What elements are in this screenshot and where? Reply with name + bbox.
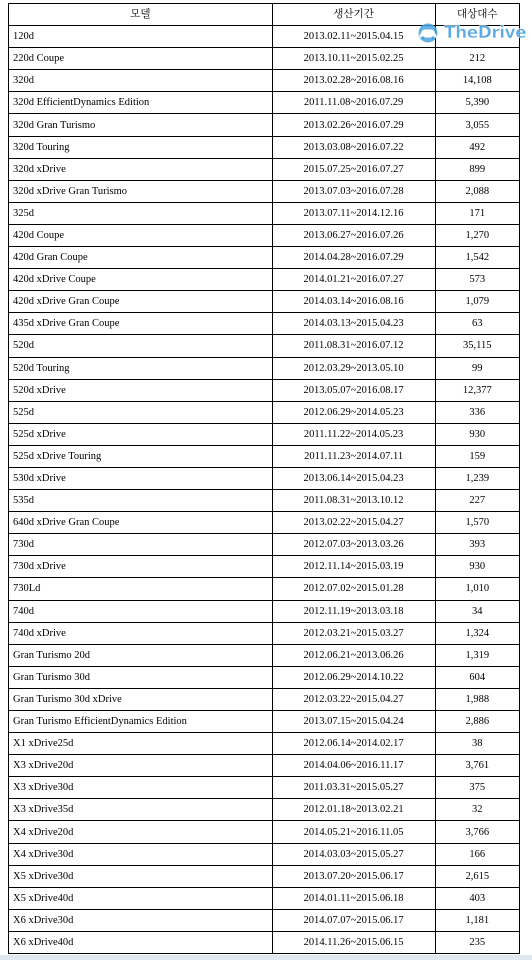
cell-period: 2013.07.03~2016.07.28 (272, 180, 435, 202)
cell-period: 2012.06.29~2014.05.23 (272, 401, 435, 423)
cell-count: 1,324 (435, 622, 520, 644)
cell-model: 120d (9, 26, 273, 48)
cell-model: 520d xDrive (9, 379, 273, 401)
table-row (9, 711, 520, 733)
table-row (9, 909, 520, 931)
cell-period: 2012.06.21~2013.06.26 (272, 644, 435, 666)
table-row (9, 136, 520, 158)
cell-count: 34 (435, 600, 520, 622)
cell-count: 227 (435, 490, 520, 512)
cell-model: 530d xDrive (9, 467, 273, 489)
cell-period: 2014.05.21~2016.11.05 (272, 821, 435, 843)
cell-count: 159 (435, 445, 520, 467)
table-row (9, 600, 520, 622)
table-row (9, 269, 520, 291)
table-row (9, 291, 520, 313)
recall-list-sheet (8, 3, 520, 954)
table-row (9, 865, 520, 887)
table-row (9, 666, 520, 688)
cell-period: 2011.03.31~2015.05.27 (272, 777, 435, 799)
cell-period: 2011.11.23~2014.07.11 (272, 445, 435, 467)
cell-period: 2014.01.21~2016.07.27 (272, 269, 435, 291)
cell-model: 435d xDrive Gran Coupe (9, 313, 273, 335)
cell-period: 2012.11.14~2015.03.19 (272, 556, 435, 578)
cell-period: 2012.03.21~2015.03.27 (272, 622, 435, 644)
cell-count: 1,181 (435, 909, 520, 931)
table-row (9, 644, 520, 666)
cell-model: 320d Gran Turismo (9, 114, 273, 136)
cell-count: 63 (435, 313, 520, 335)
table-row (9, 578, 520, 600)
cell-count: 1,270 (435, 224, 520, 246)
header-count: 대상대수 (435, 4, 520, 26)
cell-period: 2012.11.19~2013.03.18 (272, 600, 435, 622)
cell-model: X5 xDrive40d (9, 887, 273, 909)
cell-model: 520d Touring (9, 357, 273, 379)
cell-period: 2014.03.13~2015.04.23 (272, 313, 435, 335)
cell-period: 2014.03.03~2015.05.27 (272, 843, 435, 865)
cell-model: 640d xDrive Gran Coupe (9, 512, 273, 534)
cell-count: 166 (435, 843, 520, 865)
cell-period: 2013.02.11~2015.04.15 (272, 26, 435, 48)
cell-count: 3,761 (435, 755, 520, 777)
cell-model: X6 xDrive40d (9, 931, 273, 953)
table-body (9, 26, 520, 954)
cell-count: 492 (435, 136, 520, 158)
cell-model: X5 xDrive30d (9, 865, 273, 887)
cell-period: 2013.06.27~2016.07.26 (272, 224, 435, 246)
table-row (9, 379, 520, 401)
cell-model: 740d (9, 600, 273, 622)
cell-count: 3,055 (435, 114, 520, 136)
table-row (9, 534, 520, 556)
table-row (9, 313, 520, 335)
cell-count: 899 (435, 158, 520, 180)
cell-model: 730Ld (9, 578, 273, 600)
table-row (9, 92, 520, 114)
table-row (9, 357, 520, 379)
cell-period: 2012.03.29~2013.05.10 (272, 357, 435, 379)
cell-count: 393 (435, 534, 520, 556)
cell-model: 420d xDrive Coupe (9, 269, 273, 291)
cell-count: 573 (435, 269, 520, 291)
cell-period: 2014.04.06~2016.11.17 (272, 755, 435, 777)
cell-model: 730d xDrive (9, 556, 273, 578)
cell-count: 14,108 (435, 70, 520, 92)
cell-count: 12,377 (435, 379, 520, 401)
table-row (9, 755, 520, 777)
table-row (9, 777, 520, 799)
cell-period: 2013.02.26~2016.07.29 (272, 114, 435, 136)
cell-period: 2014.01.11~2015.06.18 (272, 887, 435, 909)
cell-count: 2,088 (435, 180, 520, 202)
table-row (9, 490, 520, 512)
cell-period: 2013.07.11~2014.12.16 (272, 202, 435, 224)
watermark-text: TheDrive (444, 23, 527, 43)
cell-period: 2014.11.26~2015.06.15 (272, 931, 435, 953)
cell-model: 525d (9, 401, 273, 423)
cell-model: 740d xDrive (9, 622, 273, 644)
cell-count: 32 (435, 799, 520, 821)
cell-period: 2013.10.11~2015.02.25 (272, 48, 435, 70)
cell-period: 2011.11.22~2014.05.23 (272, 423, 435, 445)
cell-model: 320d xDrive (9, 158, 273, 180)
table-row (9, 247, 520, 269)
cell-model: 525d xDrive Touring (9, 445, 273, 467)
cell-model: X6 xDrive30d (9, 909, 273, 931)
cell-count: 604 (435, 666, 520, 688)
table-row (9, 688, 520, 710)
cell-model: 320d (9, 70, 273, 92)
car-icon (413, 23, 443, 43)
cell-period: 2012.06.14~2014.02.17 (272, 733, 435, 755)
table-row (9, 335, 520, 357)
cell-model: Gran Turismo EfficientDynamics Edition (9, 711, 273, 733)
recall-table (8, 3, 520, 954)
cell-count: 336 (435, 401, 520, 423)
table-row (9, 70, 520, 92)
table-row (9, 467, 520, 489)
cell-period: 2013.06.14~2015.04.23 (272, 467, 435, 489)
table-row (9, 512, 520, 534)
table-row (9, 48, 520, 70)
cell-count: 171 (435, 202, 520, 224)
table-row (9, 445, 520, 467)
cell-count: 1,988 (435, 688, 520, 710)
table-row (9, 733, 520, 755)
cell-count: 5,390 (435, 92, 520, 114)
watermark-logo (413, 20, 527, 46)
table-row (9, 224, 520, 246)
cell-period: 2011.08.31~2013.10.12 (272, 490, 435, 512)
cell-model: 520d (9, 335, 273, 357)
cell-count: 38 (435, 733, 520, 755)
cell-model: X1 xDrive25d (9, 733, 273, 755)
cell-period: 2014.04.28~2016.07.29 (272, 247, 435, 269)
table-row (9, 821, 520, 843)
cell-model: 730d (9, 534, 273, 556)
cell-model: 535d (9, 490, 273, 512)
cell-model: 320d EfficientDynamics Edition (9, 92, 273, 114)
table-row (9, 843, 520, 865)
cell-count: 375 (435, 777, 520, 799)
cell-model: X3 xDrive30d (9, 777, 273, 799)
table-row (9, 180, 520, 202)
cell-period: 2012.06.29~2014.10.22 (272, 666, 435, 688)
cell-period: 2011.08.31~2016.07.12 (272, 335, 435, 357)
header-period: 생산기간 (272, 4, 435, 26)
table-row (9, 401, 520, 423)
cell-count: 35,115 (435, 335, 520, 357)
cell-count: 1,079 (435, 291, 520, 313)
cell-period: 2012.07.02~2015.01.28 (272, 578, 435, 600)
table-row (9, 799, 520, 821)
table-row (9, 423, 520, 445)
table-row (9, 556, 520, 578)
cell-count: 403 (435, 887, 520, 909)
cell-model: Gran Turismo 20d (9, 644, 273, 666)
cell-model: X3 xDrive35d (9, 799, 273, 821)
cell-model: 420d xDrive Gran Coupe (9, 291, 273, 313)
cell-model: 325d (9, 202, 273, 224)
cell-period: 2013.02.22~2015.04.27 (272, 512, 435, 534)
cell-period: 2013.07.20~2015.06.17 (272, 865, 435, 887)
cell-count: 1,010 (435, 578, 520, 600)
header-model: 모델 (9, 4, 273, 26)
cell-count: 1,239 (435, 467, 520, 489)
cell-period: 2013.07.15~2015.04.24 (272, 711, 435, 733)
bottom-strip (0, 955, 532, 960)
cell-count: 1,542 (435, 247, 520, 269)
cell-period: 2014.07.07~2015.06.17 (272, 909, 435, 931)
cell-count: 99 (435, 357, 520, 379)
cell-count: 930 (435, 423, 520, 445)
cell-model: X3 xDrive20d (9, 755, 273, 777)
cell-model: 420d Coupe (9, 224, 273, 246)
cell-period: 2012.07.03~2013.03.26 (272, 534, 435, 556)
cell-model: 220d Coupe (9, 48, 273, 70)
cell-count: 2,615 (435, 865, 520, 887)
table-row (9, 158, 520, 180)
cell-model: X4 xDrive30d (9, 843, 273, 865)
cell-count: 1,319 (435, 644, 520, 666)
cell-model: 320d xDrive Gran Turismo (9, 180, 273, 202)
cell-period: 2012.03.22~2015.04.27 (272, 688, 435, 710)
table-row (9, 202, 520, 224)
cell-count: 930 (435, 556, 520, 578)
table-row (9, 622, 520, 644)
cell-period: 2015.07.25~2016.07.27 (272, 158, 435, 180)
cell-count: 235 (435, 931, 520, 953)
cell-model: 320d Touring (9, 136, 273, 158)
cell-count: 2,886 (435, 711, 520, 733)
table-row (9, 114, 520, 136)
cell-model: 420d Gran Coupe (9, 247, 273, 269)
cell-model: X4 xDrive20d (9, 821, 273, 843)
cell-model: 525d xDrive (9, 423, 273, 445)
cell-count: 212 (435, 48, 520, 70)
cell-count: 3,766 (435, 821, 520, 843)
cell-count: 1,570 (435, 512, 520, 534)
table-row (9, 887, 520, 909)
cell-period: 2012.01.18~2013.02.21 (272, 799, 435, 821)
cell-period: 2011.11.08~2016.07.29 (272, 92, 435, 114)
cell-model: Gran Turismo 30d (9, 666, 273, 688)
cell-period: 2013.03.08~2016.07.22 (272, 136, 435, 158)
cell-period: 2014.03.14~2016.08.16 (272, 291, 435, 313)
cell-model: Gran Turismo 30d xDrive (9, 688, 273, 710)
cell-period: 2013.02.28~2016.08.16 (272, 70, 435, 92)
cell-period: 2013.05.07~2016.08.17 (272, 379, 435, 401)
table-row (9, 931, 520, 953)
